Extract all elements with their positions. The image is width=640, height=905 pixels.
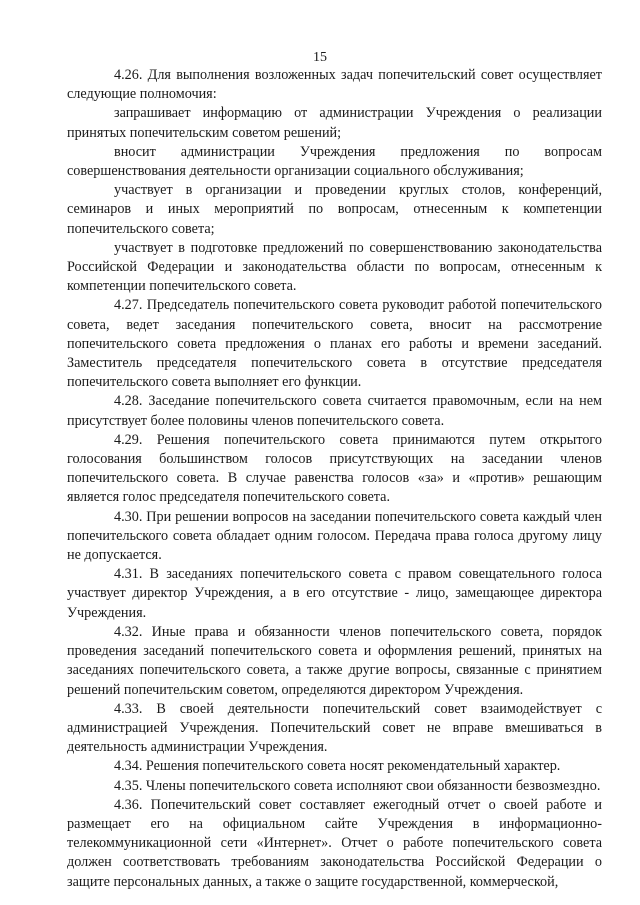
- paragraph-4-36: 4.36. Попечительский совет составляет ежегодный отчет о своей работе и размещает его на официальном сайте Учреждения в информационно-телекоммуникационной сети «Интернет». Отчет о работе попечительского совета должен соответствовать требованиям законодательства Российской Федерации о защите персональных данных, а также о защите государственной, коммерческой,: [67, 796, 602, 890]
- paragraph-4-27: 4.27. Председатель попечительского совета руководит работой попечительского совета, ведет заседания попечительского совета, вносит на рассмотрение попечительского совета предложения о планах его работы и времени заседаний. Заместитель председателя попечительского совета в отсутствие председателя попечительского совета выполняет его функции.: [67, 297, 602, 391]
- paragraph-4-26: 4.26. Для выполнения возложенных задач попечительский совет осуществляет следующие полномочия:: [67, 67, 602, 103]
- paragraph-item-proposals: вносит администрации Учреждения предложения по вопросам совершенствования деятельности организации социального обслуживания;: [67, 143, 602, 180]
- paragraph-4-33: 4.33. В своей деятельности попечительский совет взаимодействует с администрацией Учреждения. Попечительский совет не вправе вмешиваться в деятельность администрации Учреждения.: [67, 700, 602, 756]
- paragraph-item-legislation: участвует в подготовке предложений по совершенствованию законодательства Российской Федерации и законодательства области по вопросам, отнесенным к компетенции попечительского совета.: [67, 239, 602, 295]
- paragraph-4-34: 4.34. Решения попечительского совета носят рекомендательный характер.: [114, 758, 561, 775]
- paragraph-4-30: 4.30. При решении вопросов на заседании попечительского совета каждый член попечительского совета обладает одним голосом. Передача права голоса другому лицу не допускается.: [67, 508, 602, 564]
- paragraph-4-28: 4.28. Заседание попечительского совета считается правомочным, если на нем присутствует более половины членов попечительского совета.: [67, 393, 602, 429]
- document-body: [67, 66, 602, 892]
- paragraph-4-31: 4.31. В заседаниях попечительского совета с правом совещательного голоса участвует директор Учреждения, а в его отсутствие - лицо, замещающее директора Учреждения.: [67, 566, 602, 621]
- paragraph-item-events: участвует в организации и проведении круглых столов, конференций, семинаров и иных мероприятий по вопросам, отнесенным к компетенции попечительского совета;: [67, 182, 602, 237]
- paragraph-4-35: 4.35. Члены попечительского совета исполняют свои обязанности безвозмездно.: [114, 777, 601, 794]
- page-number: 15: [313, 50, 327, 65]
- paragraph-4-32: 4.32. Иные права и обязанности членов попечительского совета, порядок проведения заседаний попечительского совета и оформления решений, принятых на заседаниях попечительского совета, а также другие вопросы, связанные с принятием решений попечительским советом, определяются директором Учреждения.: [67, 623, 602, 698]
- paragraph-item-request-info: запрашивает информацию от администрации Учреждения о реализации принятых попечительским советом решений;: [67, 105, 602, 141]
- paragraph-4-29: 4.29. Решения попечительского совета принимаются путем открытого голосования большинством голосов присутствующих на заседании членов попечительского совета. В случае равенства голосов «за» и «против» решающим является голос председателя попечительского совета.: [67, 431, 602, 506]
